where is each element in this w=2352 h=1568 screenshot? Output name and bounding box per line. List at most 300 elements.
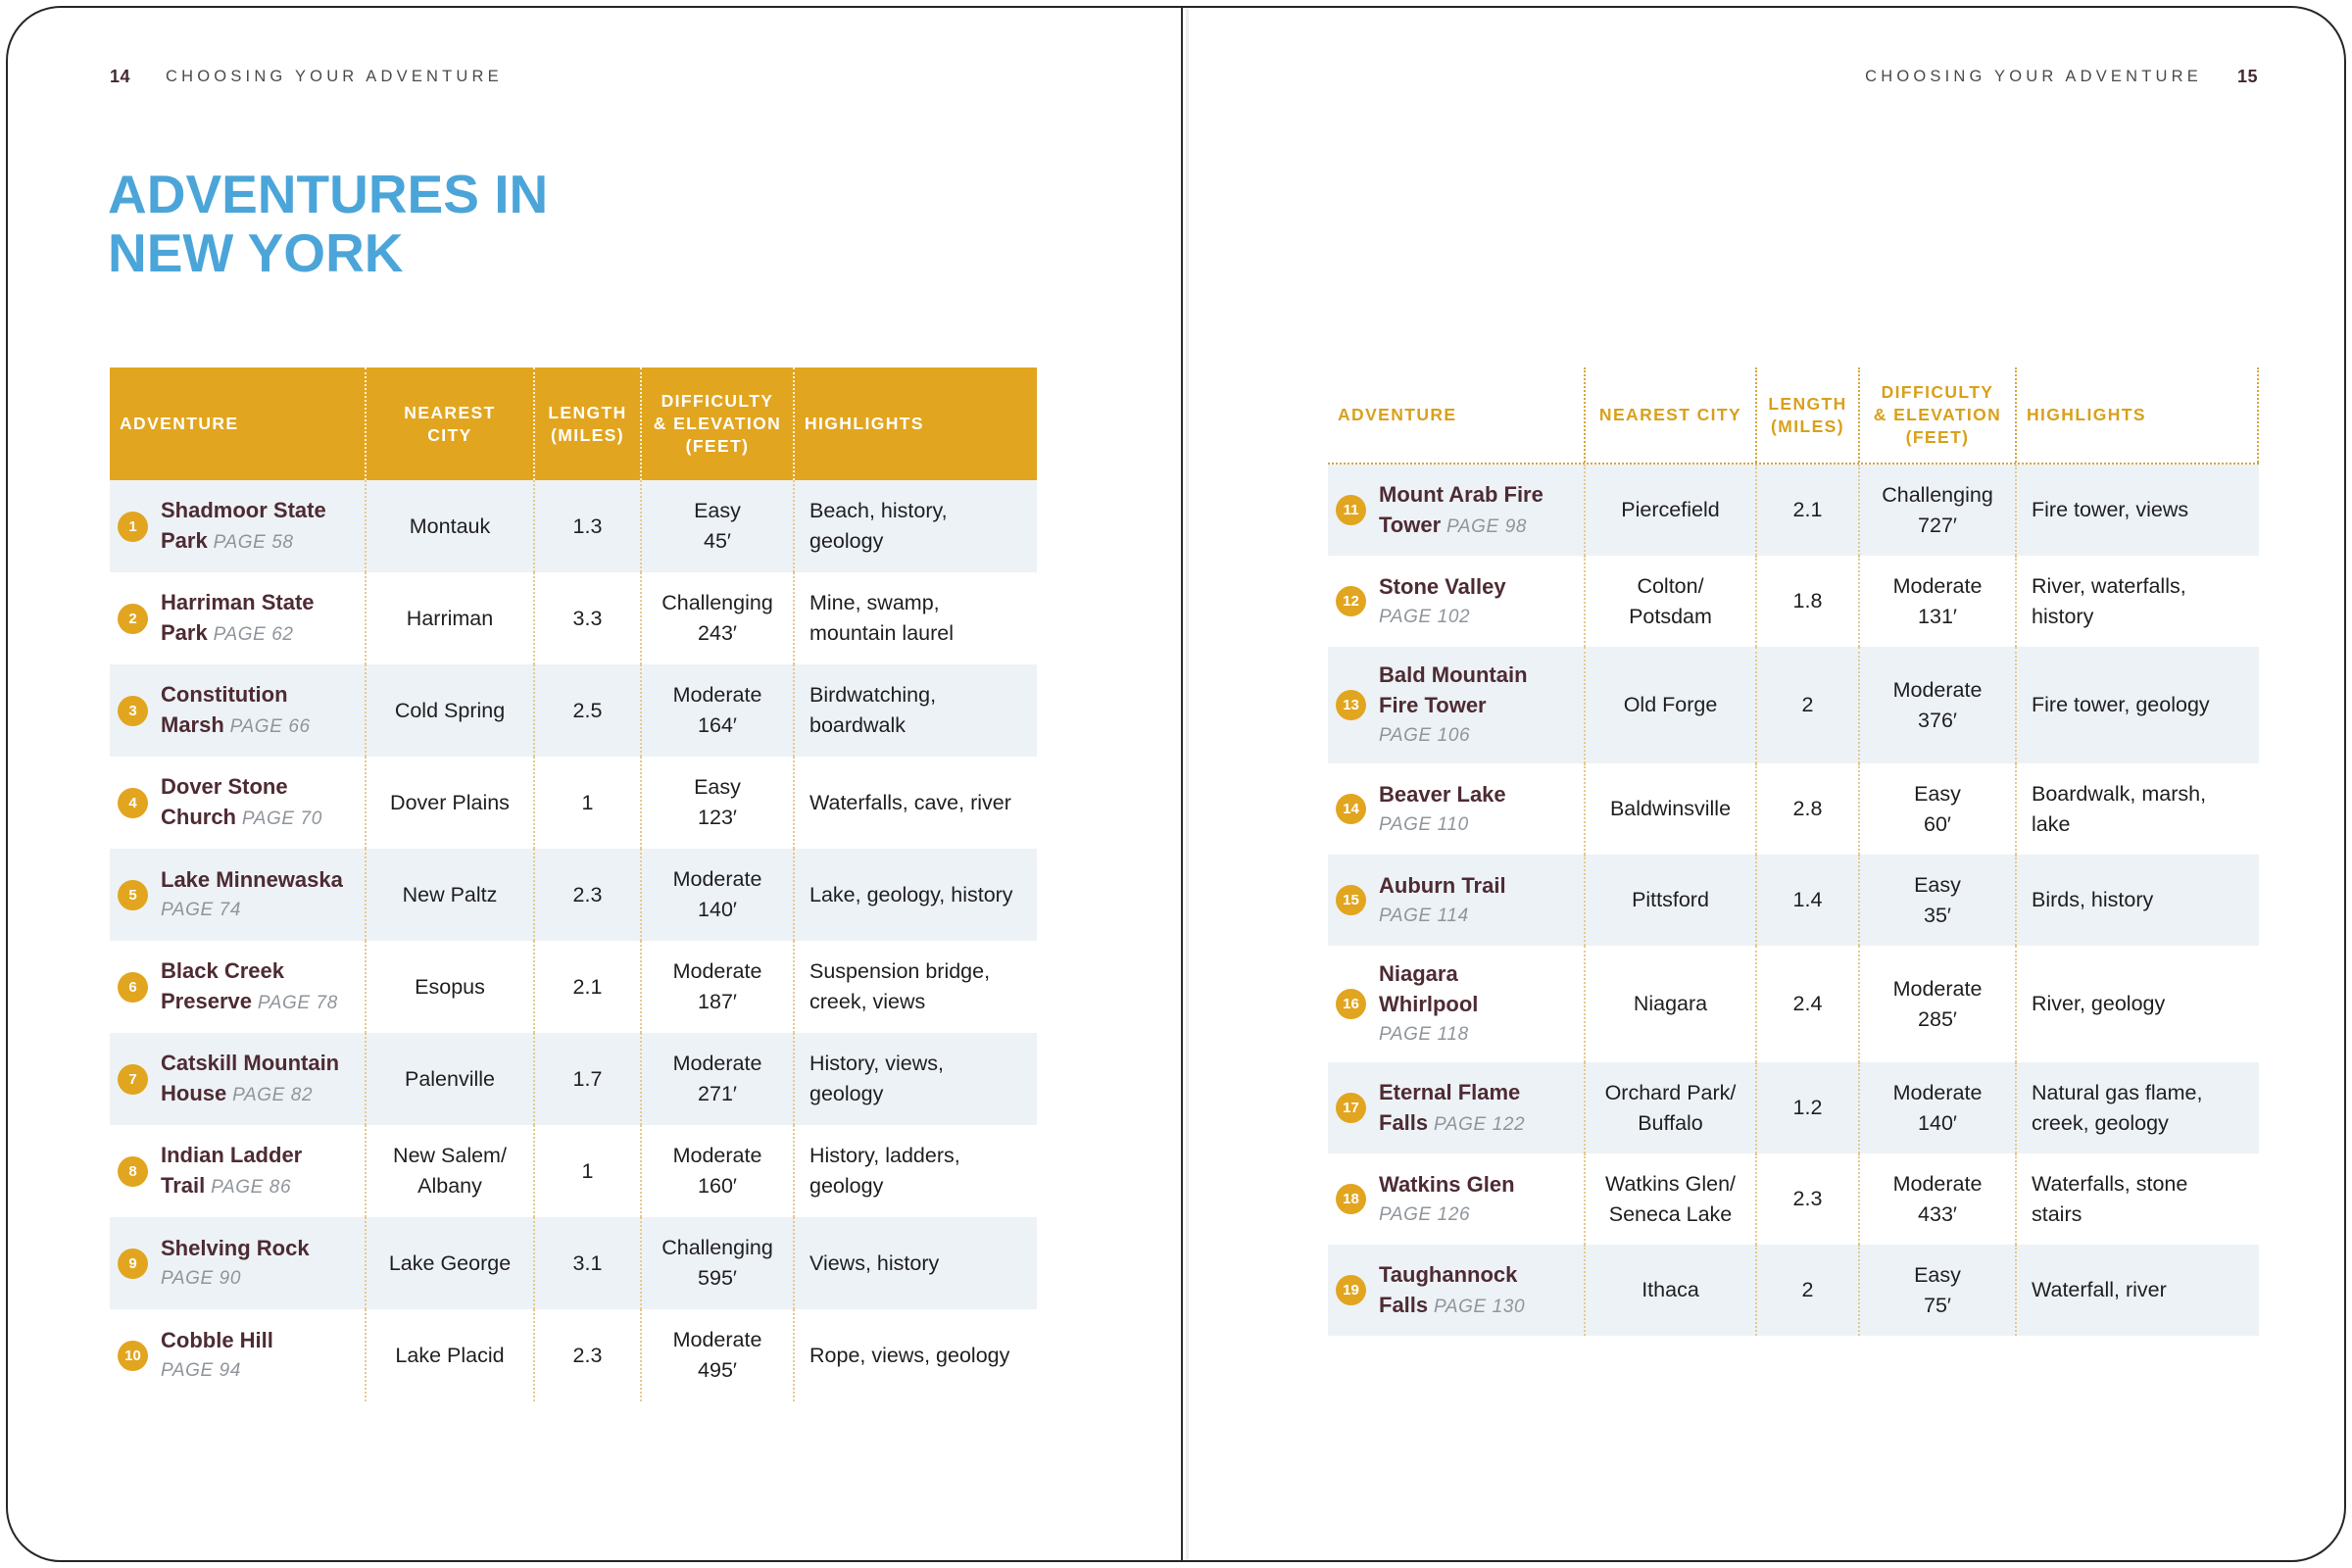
highlight-line: Fire tower, geology (2032, 693, 2210, 716)
highlight-line: history (2032, 604, 2094, 628)
difficulty-cell (642, 849, 795, 941)
table-row (110, 757, 1037, 849)
adventure-number-badge: 8 (118, 1156, 148, 1187)
adventure-name (1379, 1077, 1525, 1140)
difficulty-cell (1860, 465, 2017, 556)
nearest-city-cell (367, 1125, 535, 1217)
adventure-name-line: Taughannock (1379, 1261, 1518, 1287)
header-label-line: LENGTH (548, 402, 627, 422)
highlights-cell (2017, 1062, 2259, 1153)
adventure-name (1379, 479, 1544, 542)
highlight-line: stairs (2032, 1201, 2082, 1226)
adventure-name-line: Auburn Trail (1379, 872, 1506, 898)
page-ref: PAGE 102 (1379, 606, 1471, 627)
table-row (110, 941, 1037, 1033)
nearest-city-cell (367, 480, 535, 572)
page-ref: PAGE 58 (207, 532, 294, 553)
city-line: Potsdam (1629, 604, 1712, 628)
highlights-cell (2017, 556, 2259, 647)
page-number: 14 (110, 67, 131, 86)
highlights-cell (2017, 647, 2259, 763)
difficulty-word: Easy (1914, 872, 1961, 897)
adventure-number-badge: 17 (1336, 1093, 1366, 1123)
highlight-line: mountain laurel (809, 621, 955, 645)
difficulty-word: Moderate (672, 959, 762, 983)
highlight-line: creek, geology (2032, 1110, 2169, 1135)
length-cell: 2.5 (535, 664, 642, 757)
adventure-name-line: Lake Minnewaska (161, 867, 343, 892)
highlight-line: Birdwatching, (809, 683, 937, 707)
table-row (1328, 556, 2259, 647)
page-ref: PAGE 130 (1428, 1296, 1526, 1317)
adventure-cell (110, 664, 367, 757)
adventure-number-badge: 4 (118, 788, 148, 818)
difficulty-cell (1860, 556, 2017, 647)
table-row (110, 664, 1037, 757)
adventure-name-line: Tower PAGE 98 (1379, 512, 1528, 537)
city-line: Esopus (415, 974, 485, 999)
highlights-cell (795, 1309, 1037, 1401)
difficulty-cell (1860, 647, 2017, 763)
highlight-line: creek, views (809, 990, 926, 1013)
adventure-number-badge: 1 (118, 512, 148, 542)
highlight-line: River, waterfalls, (2032, 573, 2186, 598)
elevation: 160′ (698, 1174, 737, 1198)
highlight-line: Beach, history, (809, 499, 948, 522)
difficulty-cell (642, 941, 795, 1033)
nearest-city-cell (367, 1033, 535, 1125)
adventure-name (161, 1233, 310, 1294)
highlight-line: Birds, history (2032, 888, 2154, 911)
adventure-number-badge: 14 (1336, 794, 1366, 824)
highlights-cell (795, 941, 1037, 1033)
adventure-table-ny-1-10 (110, 368, 1037, 1401)
city-line: Lake Placid (395, 1343, 505, 1367)
page-ref: PAGE 94 (161, 1360, 241, 1381)
adventure-name-line: Bald Mountain (1379, 662, 1528, 687)
running-head (1865, 67, 2258, 87)
header-label-line: HIGHLIGHTS (2027, 405, 2146, 424)
adventure-name (161, 864, 343, 925)
adventure-name-line: Black Creek (161, 958, 284, 983)
table-row (110, 1033, 1037, 1125)
highlight-line: Mine, swamp, (809, 591, 940, 614)
adventure-number-badge: 18 (1336, 1184, 1366, 1214)
highlight-line: River, geology (2032, 992, 2166, 1015)
adventure-name (161, 771, 322, 834)
elevation: 376′ (1918, 708, 1957, 732)
highlights-cell (2017, 465, 2259, 556)
adventure-number-badge: 7 (118, 1064, 148, 1095)
nearest-city-cell (367, 941, 535, 1033)
page-ref: PAGE 114 (1379, 905, 1469, 926)
elevation: 595′ (698, 1266, 737, 1290)
highlights-cell (2017, 1153, 2259, 1245)
title-line-2: NEW YORK (108, 222, 404, 283)
page-ref: PAGE 86 (205, 1177, 292, 1198)
difficulty-cell (1860, 946, 2017, 1062)
adventure-number-badge: 12 (1336, 586, 1366, 616)
length-cell: 1.3 (535, 480, 642, 572)
adventure-name-line: Cobble Hill (161, 1328, 273, 1352)
highlights-cell (2017, 855, 2259, 946)
header-label-line: LENGTH (1768, 393, 1847, 414)
table-row (1328, 647, 2259, 763)
highlight-line: Boardwalk, marsh, (2032, 781, 2207, 806)
highlight-line: geology (809, 1082, 884, 1105)
nearest-city-cell (367, 1309, 535, 1401)
table-body (110, 480, 1037, 1401)
highlight-line: History, views, (809, 1052, 944, 1075)
nearest-city-cell (1586, 763, 1757, 855)
city-line: Colton/ (1637, 573, 1704, 598)
adventure-name (1379, 660, 1528, 751)
header-cell (1586, 368, 1757, 463)
header-cell (642, 368, 795, 480)
length-cell: 2.4 (1757, 946, 1860, 1062)
header-cell (1757, 368, 1860, 463)
table-body (1328, 465, 2259, 1336)
elevation: 433′ (1918, 1201, 1957, 1226)
page-ref: PAGE 90 (161, 1268, 241, 1289)
adventure-number-badge: 10 (118, 1341, 148, 1371)
nearest-city-cell (1586, 946, 1757, 1062)
difficulty-cell (1860, 1153, 2017, 1245)
adventure-name-line: Falls PAGE 122 (1379, 1109, 1526, 1135)
adventure-name-line: Constitution (161, 682, 288, 707)
adventure-number-badge: 16 (1336, 989, 1366, 1019)
header-label-line: DIFFICULTY (1881, 382, 1994, 402)
header-label-line: & ELEVATION (653, 414, 782, 433)
table-header (110, 368, 1037, 480)
table-row (1328, 763, 2259, 855)
adventure-name-line: Catskill Mountain (161, 1051, 340, 1075)
nearest-city-cell (1586, 647, 1757, 763)
header-cell (367, 368, 535, 480)
adventure-name-line: Stone Valley (1379, 573, 1506, 599)
page-right (1184, 8, 2346, 1560)
header-label-line: HIGHLIGHTS (805, 414, 924, 433)
table-row (1328, 1062, 2259, 1153)
difficulty-cell (642, 757, 795, 849)
header-cell (535, 368, 642, 480)
page-ref: PAGE 74 (161, 900, 241, 920)
city-line: Piercefield (1621, 498, 1720, 521)
adventure-name-line: Trail PAGE 86 (161, 1173, 292, 1198)
adventure-number-badge: 6 (118, 972, 148, 1003)
page-ref: PAGE 110 (1379, 813, 1469, 835)
elevation: 45′ (704, 529, 731, 553)
city-line: Seneca Lake (1608, 1201, 1733, 1226)
adventure-name (1379, 1169, 1515, 1230)
city-line: Harriman (406, 606, 494, 630)
length-cell: 2.1 (535, 941, 642, 1033)
elevation: 187′ (698, 990, 737, 1013)
difficulty-word: Easy (694, 775, 741, 799)
city-line: Palenville (404, 1066, 496, 1091)
running-head-label: CHOOSING YOUR ADVENTURE (1865, 68, 2202, 85)
adventure-cell (110, 849, 367, 941)
difficulty-cell (642, 1217, 795, 1309)
adventure-number-badge: 15 (1336, 885, 1366, 915)
table-row (1328, 1153, 2259, 1245)
adventure-name (161, 1048, 339, 1110)
running-head-label: CHOOSING YOUR ADVENTURE (166, 68, 503, 85)
adventure-cell (1328, 855, 1586, 946)
adventure-cell (110, 1217, 367, 1309)
difficulty-word: Moderate (672, 1052, 762, 1075)
length-cell: 1.4 (1757, 855, 1860, 946)
elevation: 285′ (1918, 1006, 1957, 1031)
header-label-line: (FEET) (1905, 427, 1970, 447)
header-cell (795, 368, 1037, 480)
elevation: 140′ (1918, 1110, 1957, 1135)
table-row (1328, 946, 2259, 1062)
difficulty-cell (642, 1033, 795, 1125)
table-row (110, 1217, 1037, 1309)
highlight-line: Fire tower, views (2032, 498, 2189, 521)
header-cell (1860, 368, 2017, 463)
adventure-cell (1328, 1245, 1586, 1336)
adventure-name (161, 1140, 302, 1202)
page-ref: PAGE 122 (1428, 1113, 1526, 1135)
length-cell: 1 (535, 1125, 642, 1217)
adventure-name-line: Whirlpool (1379, 992, 1479, 1016)
adventure-name (161, 495, 326, 558)
city-line: Montauk (409, 514, 491, 538)
city-line: Old Forge (1623, 693, 1718, 716)
nearest-city-cell (1586, 855, 1757, 946)
table-row (110, 480, 1037, 572)
highlight-line: Lake, geology, history (809, 882, 1013, 906)
difficulty-word: Moderate (1892, 677, 1983, 702)
adventure-cell (110, 572, 367, 664)
city-line: Dover Plains (390, 790, 510, 814)
adventure-cell (110, 941, 367, 1033)
highlights-cell (2017, 1245, 2259, 1336)
city-line: Pittsford (1632, 888, 1709, 911)
adventure-cell (110, 757, 367, 849)
elevation: 35′ (1924, 903, 1951, 927)
highlight-line: geology (809, 529, 884, 553)
adventure-name (1379, 958, 1478, 1050)
length-cell: 2.1 (1757, 465, 1860, 556)
adventure-cell (1328, 946, 1586, 1062)
page-title (108, 165, 548, 282)
length-cell: 2.3 (535, 1309, 642, 1401)
city-line: Ithaca (1642, 1278, 1699, 1301)
table-row (110, 1309, 1037, 1401)
table-row (110, 1125, 1037, 1217)
nearest-city-cell (367, 664, 535, 757)
adventure-name (161, 1325, 273, 1386)
adventure-name-line: Shelving Rock (161, 1236, 310, 1260)
city-line: Albany (417, 1174, 482, 1198)
adventure-name (1379, 1259, 1525, 1322)
difficulty-word: Challenging (1882, 482, 1993, 507)
adventure-name-line: Marsh PAGE 66 (161, 712, 311, 737)
nearest-city-cell (1586, 556, 1757, 647)
elevation: 123′ (698, 806, 737, 829)
adventure-cell (110, 1125, 367, 1217)
city-line: Orchard Park/ (1604, 1080, 1737, 1104)
length-cell: 3.3 (535, 572, 642, 664)
header-label-line: CITY (427, 424, 472, 445)
difficulty-cell (1860, 1062, 2017, 1153)
header-label-line: DIFFICULTY (661, 391, 774, 411)
page-ref: PAGE 70 (236, 808, 322, 829)
highlight-line: lake (2032, 811, 2071, 836)
table-row (110, 849, 1037, 941)
elevation: 131′ (1918, 604, 1957, 628)
difficulty-word: Easy (694, 499, 741, 522)
elevation: 60′ (1924, 811, 1951, 836)
nearest-city-cell (1586, 465, 1757, 556)
difficulty-word: Moderate (672, 1144, 762, 1167)
adventure-number-badge: 13 (1336, 690, 1366, 720)
adventure-cell (110, 1309, 367, 1401)
header-label-line: (MILES) (551, 424, 624, 445)
page-ref: PAGE 78 (251, 993, 338, 1013)
page-ref: PAGE 98 (1441, 515, 1528, 537)
highlights-cell (795, 480, 1037, 572)
difficulty-cell (1860, 1245, 2017, 1336)
header-cell (110, 368, 367, 480)
page-left (8, 8, 1184, 1560)
running-head (110, 67, 503, 87)
book-spread (6, 6, 2346, 1562)
adventure-cell (1328, 1062, 1586, 1153)
difficulty-word: Moderate (672, 683, 762, 707)
highlight-line: Natural gas flame, (2032, 1080, 2203, 1104)
highlight-line: geology (809, 1174, 884, 1198)
highlights-cell (2017, 946, 2259, 1062)
nearest-city-cell (1586, 1153, 1757, 1245)
highlights-cell (795, 757, 1037, 849)
elevation: 140′ (698, 898, 737, 921)
adventure-name (1379, 571, 1506, 632)
adventure-number-badge: 2 (118, 604, 148, 634)
city-line: Cold Spring (394, 698, 506, 722)
length-cell: 1.7 (535, 1033, 642, 1125)
adventure-name (1379, 870, 1506, 931)
adventure-name-line: Preserve PAGE 78 (161, 989, 338, 1013)
difficulty-word: Moderate (1892, 573, 1983, 598)
adventure-name-line: Beaver Lake (1379, 781, 1506, 807)
highlights-cell (2017, 763, 2259, 855)
highlights-cell (795, 1033, 1037, 1125)
difficulty-cell (642, 664, 795, 757)
adventure-cell (1328, 1153, 1586, 1245)
highlights-cell (795, 849, 1037, 941)
adventure-name-line: Shadmoor State (161, 498, 326, 522)
highlight-line: Waterfall, river (2032, 1278, 2167, 1301)
highlights-cell (795, 1217, 1037, 1309)
difficulty-cell (642, 1309, 795, 1401)
page-ref: PAGE 66 (223, 716, 311, 737)
length-cell: 2.8 (1757, 763, 1860, 855)
adventure-name-line: Park PAGE 58 (161, 528, 294, 553)
adventure-number-badge: 9 (118, 1249, 148, 1279)
length-cell: 2 (1757, 1245, 1860, 1336)
elevation: 75′ (1924, 1293, 1951, 1317)
adventure-name-line: Mount Arab Fire (1379, 481, 1544, 507)
highlights-cell (795, 1125, 1037, 1217)
adventure-number-badge: 5 (118, 880, 148, 910)
adventure-cell (110, 1033, 367, 1125)
adventure-cell (1328, 647, 1586, 763)
length-cell: 2 (1757, 647, 1860, 763)
difficulty-cell (642, 1125, 795, 1217)
elevation: 243′ (698, 621, 737, 645)
page-ref: PAGE 118 (1379, 1024, 1469, 1045)
difficulty-word: Easy (1914, 781, 1961, 806)
highlight-line: Waterfalls, cave, river (809, 790, 1011, 814)
difficulty-word: Easy (1914, 1262, 1961, 1287)
nearest-city-cell (1586, 1062, 1757, 1153)
header-label-line: NEAREST CITY (1598, 405, 1742, 424)
difficulty-word: Challenging (662, 591, 773, 614)
nearest-city-cell (367, 1217, 535, 1309)
page-fold (1181, 8, 1183, 1560)
length-cell: 1.2 (1757, 1062, 1860, 1153)
nearest-city-cell (367, 572, 535, 664)
adventure-name (161, 679, 311, 742)
adventure-cell (1328, 556, 1586, 647)
elevation: 271′ (698, 1082, 737, 1105)
adventure-name (161, 956, 338, 1018)
header-label-line: & ELEVATION (1873, 405, 2002, 424)
city-line: Baldwinsville (1609, 797, 1732, 820)
length-cell: 3.1 (535, 1217, 642, 1309)
highlight-line: Waterfalls, stone (2032, 1171, 2188, 1196)
adventure-number-badge: 19 (1336, 1275, 1366, 1305)
city-line: New Paltz (402, 882, 498, 906)
difficulty-cell (1860, 855, 2017, 946)
nearest-city-cell (1586, 1245, 1757, 1336)
nearest-city-cell (367, 757, 535, 849)
city-line: Buffalo (1638, 1110, 1703, 1135)
elevation: 727′ (1918, 513, 1957, 537)
difficulty-cell (642, 572, 795, 664)
adventure-number-badge: 3 (118, 696, 148, 726)
page-ref: PAGE 106 (1379, 725, 1471, 746)
length-cell: 2.3 (1757, 1153, 1860, 1245)
difficulty-cell (1860, 763, 2017, 855)
city-line: Niagara (1633, 992, 1708, 1015)
difficulty-cell (642, 480, 795, 572)
adventure-name-line: Eternal Flame (1379, 1079, 1521, 1104)
adventure-name-line: Dover Stone (161, 774, 288, 799)
adventure-name (1379, 779, 1506, 840)
city-line: New Salem/ (393, 1144, 507, 1167)
adventure-cell (1328, 763, 1586, 855)
length-cell: 1 (535, 757, 642, 849)
title-line-1: ADVENTURES IN (108, 164, 549, 224)
nearest-city-cell (367, 849, 535, 941)
adventure-name-line: Indian Ladder (161, 1143, 303, 1167)
difficulty-word: Moderate (1892, 976, 1983, 1001)
difficulty-word: Moderate (1892, 1080, 1983, 1104)
header-label-line: NEAREST (404, 402, 496, 422)
adventure-number-badge: 11 (1336, 495, 1366, 525)
difficulty-word: Moderate (672, 867, 762, 891)
highlight-line: Rope, views, geology (809, 1343, 1010, 1367)
elevation: 164′ (698, 713, 737, 737)
table-header (1328, 368, 2259, 465)
header-label-line: ADVENTURE (1338, 405, 1457, 424)
page-number: 15 (2236, 67, 2258, 86)
